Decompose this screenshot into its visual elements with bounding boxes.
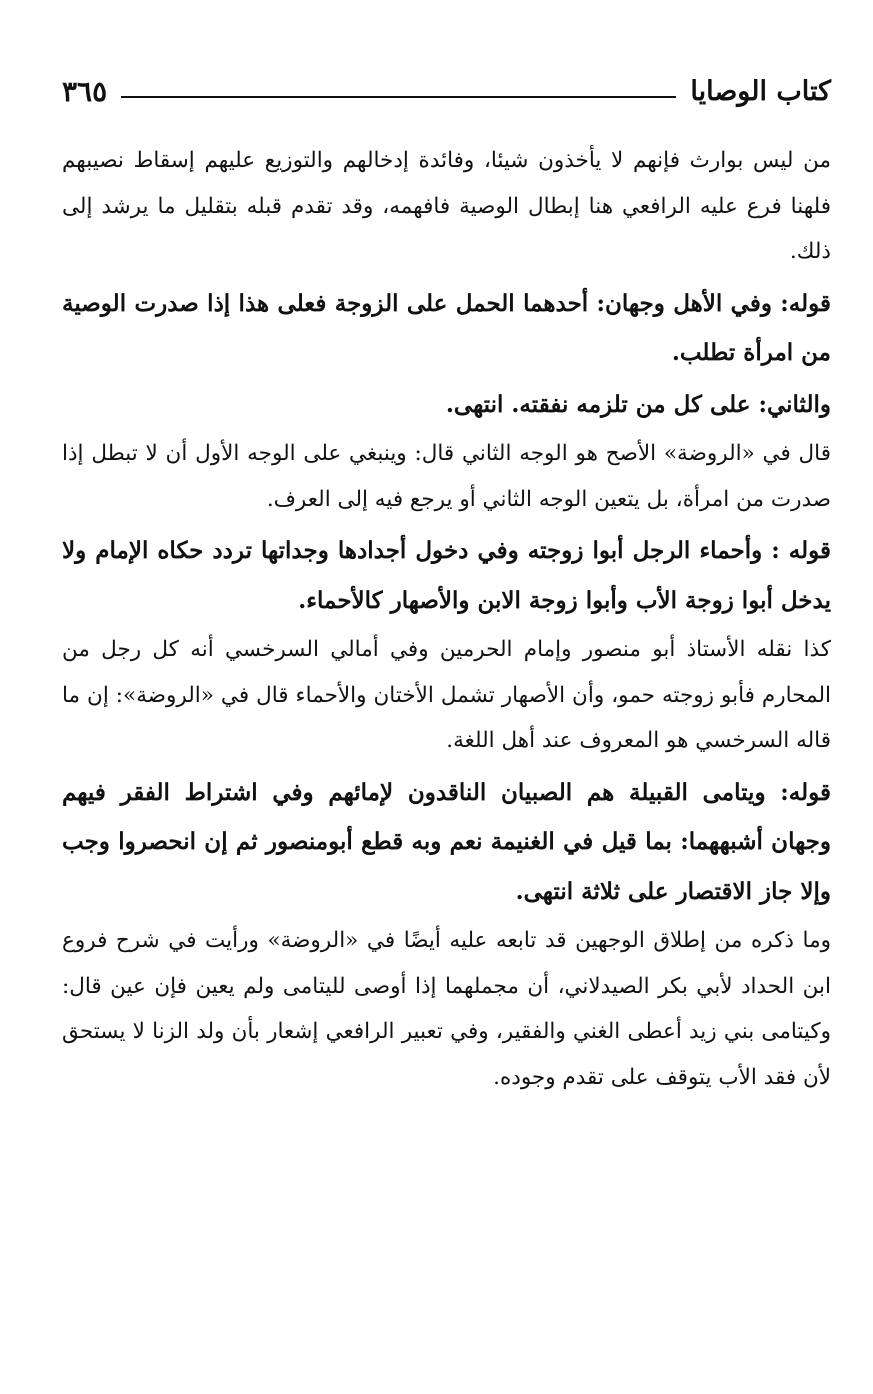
page-number: ٣٦٥	[62, 75, 108, 108]
header-rule	[121, 96, 676, 98]
quote-paragraph-1: قوله: وفي الأهل وجهان: أحدهما الحمل على الزوجة فعلى هذا إذا صدرت الوصية من امرأة تطلب.	[62, 289, 831, 366]
paragraph-3: كذا نقله الأستاذ أبو منصور وإمام الحرمين وفي أمالي السرخسي أنه كل رجل من المحارم فأبو زوجته حمو، وأن الأصهار تشمل الأختان والأحماء قال في «الروضة»: إن ما قاله السرخسي هو المعروف عند أهل اللغة.	[62, 637, 831, 753]
quote-paragraph-4: قوله: ويتامى القبيلة هم الصبيان الناقدون لإمائهم وفي اشتراط الفقر فيهم وجهان أشبههما: بما قيل في الغنيمة نعم وبه قطع أبومنصور ثم إن انحصروا وجب وإلا جاز الاقتصار على ثلاثة انتهى.	[62, 778, 831, 905]
quote-paragraph-2: والثاني: على كل من تلزمه نفقته. انتهى.	[445, 390, 831, 418]
page-body	[62, 138, 831, 1104]
quote-paragraph-3: قوله : وأحماء الرجل أبوا زوجته وفي دخول أجدادها وجداتها تردد حكاه الإمام ولا يدخل أبوا زوجة الأب وأبوا زوجة الابن والأصهار كالأحماء.	[62, 537, 831, 614]
paragraph-1: من ليس بوارث فإنهم لا يأخذون شيئا، وفائدة إدخالهم والتوزيع عليهم إسقاط نصيبهم فلهنا فرع عليه الرافعي هنا إبطال الوصية فافهمه، وقد تقدم قبله بتقليل ما يرشد إلى ذلك.	[62, 148, 831, 264]
chapter-title: كتاب الوصايا	[690, 76, 831, 107]
paragraph-2: قال في «الروضة» الأصح هو الوجه الثاني قال: وينبغي على الوجه الأول أن لا تبطل إذا صدرت من امرأة، بل يتعين الوجه الثاني أو يرجع فيه إلى العرف.	[62, 441, 831, 512]
running-header	[62, 70, 831, 114]
paragraph-4: وما ذكره من إطلاق الوجهين قد تابعه عليه أيضًا في «الروضة» ورأيت في شرح فروع ابن الحداد لأبي بكر الصيدلاني، أن مجملهما إذا أوصى لليتامى ولم يعين فإن عين قال: وكيتامى بني زيد أعطى الغني والفقير، وفي تعبير الرافعي إشعار بأن ولد الزنا لا يستحق لأن فقد الأب يتوقف على تقدم وجوده.	[62, 928, 831, 1090]
